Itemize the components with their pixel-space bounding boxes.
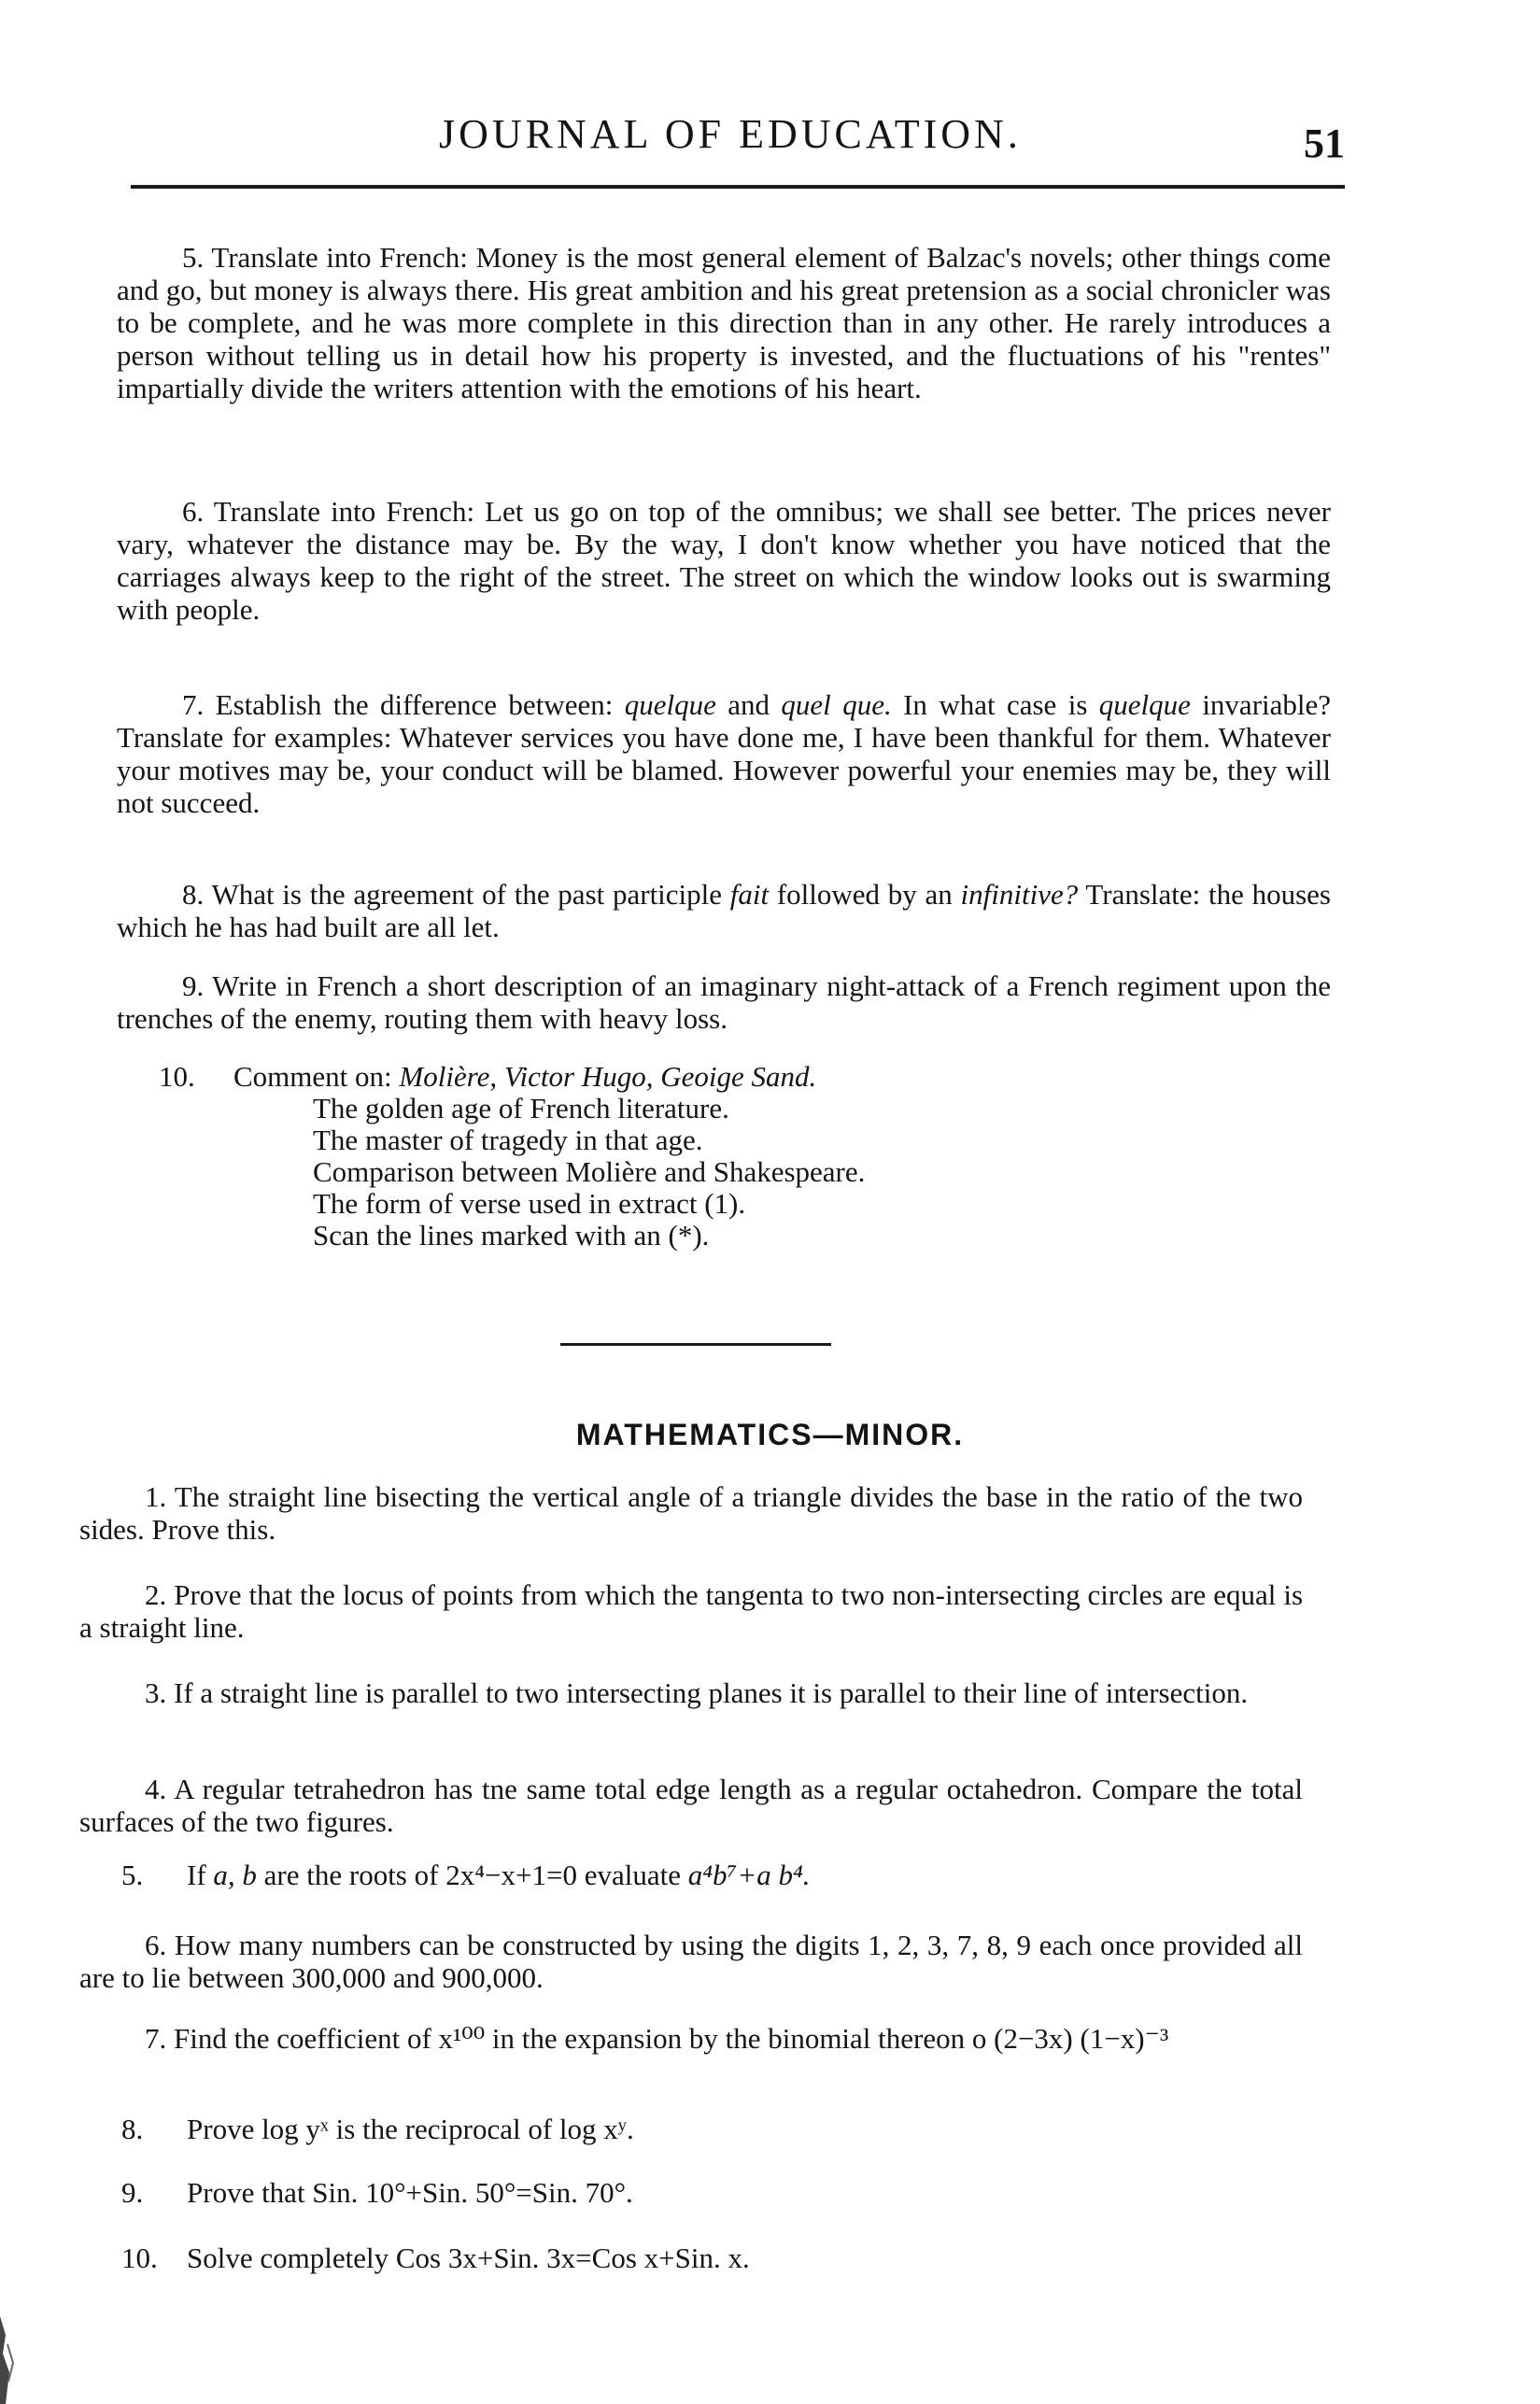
question-text: Find the coefficient of x¹⁰⁰ in the expansion by the binomial thereon o (2−3x) (1−x)⁻³	[174, 2022, 1169, 2055]
question-number: 6.	[182, 495, 205, 528]
question-number: 9.	[121, 2176, 144, 2209]
question-text: If a straight line is parallel to two intersecting planes it is parallel to their line of intersection.	[174, 1676, 1249, 1709]
section-title: MATHEMATICS—MINOR.	[575, 1418, 965, 1451]
question-number: 1.	[145, 1480, 167, 1513]
question-text: Translate into French: Let us go on top of the omnibus; we shall see better. The prices never vary, whatever the distance may be. By the way, I don't know whether you have noticed that the carriages always keep to the right of the street. The street on which the window looks out is swarming with people.	[117, 495, 1331, 626]
comment-topics	[313, 1093, 865, 1251]
expression: a⁴b⁷+a b⁴.	[687, 1859, 811, 1891]
question-number: 8.	[121, 2113, 144, 2145]
topic-line: The golden age of French literature.	[313, 1092, 729, 1124]
comment-lead	[159, 1060, 865, 1093]
question-text-mid: are the roots of 2x⁴−x+1=0 evaluate	[256, 1859, 688, 1891]
math-question-8	[121, 2113, 634, 2145]
question-number: 5.	[182, 241, 205, 274]
question-text: Prove that Sin. 10°+Sin. 50°=Sin. 70°.	[187, 2176, 633, 2209]
topic-line: The form of verse used in extract (1).	[313, 1187, 746, 1220]
question-text: How many numbers can be constructed by using the digits 1, 2, 3, 7, 8, 9 each once provided all are to lie between 300,000 and 900,000.	[79, 1929, 1303, 1994]
question-number: 2.	[145, 1578, 167, 1611]
header-rule	[131, 185, 1345, 189]
question-text-end: invariable? Translate for examples: Whatever services you have done me, I have been thankful for them. Whatever your motives may be, your conduct will be blamed. However powerful your enemies may be, they will not succeed.	[117, 688, 1332, 819]
math-question-5	[121, 1859, 810, 1891]
question-text-mid: and	[715, 688, 782, 721]
question-number: 7.	[182, 688, 205, 721]
question-text: The straight line bisecting the vertical angle of a triangle divides the base in the ratio of the two sides. Prove this.	[79, 1480, 1303, 1546]
running-title: JOURNAL OF EDUCATION.	[439, 111, 1022, 157]
term-infinitive: infinitive?	[960, 878, 1079, 911]
french-question-10	[159, 1060, 865, 1251]
french-question-9	[117, 969, 1331, 1035]
question-number: 5.	[121, 1859, 144, 1891]
math-question-9	[121, 2176, 633, 2209]
term-quelque-2: quelque	[1098, 688, 1191, 721]
page-number: 51	[1304, 120, 1345, 166]
page-header	[131, 110, 1345, 176]
question-text-post: In what case is	[891, 688, 1099, 721]
topic-line: The master of tragedy in that age.	[313, 1124, 703, 1156]
question-number: 7.	[145, 2022, 167, 2055]
question-number: 3.	[145, 1676, 167, 1709]
comment-label: Comment on:	[233, 1060, 400, 1093]
question-number: 10.	[159, 1060, 195, 1093]
french-question-7	[117, 688, 1331, 819]
comment-authors: Molière, Victor Hugo, Geoige Sand.	[399, 1060, 817, 1093]
math-question-3	[79, 1676, 1303, 1709]
term-quelque: quelque	[624, 688, 716, 721]
math-question-4	[79, 1773, 1303, 1838]
question-text: Write in French a short description of an imaginary night-attack of a French regiment upon the trenches of the enemy, routing them with heavy loss.	[117, 969, 1331, 1035]
section-divider	[560, 1343, 831, 1346]
math-question-2	[79, 1578, 1303, 1644]
question-text: Translate into French: Money is the most general element of Balzac's novels; other things come and go, but money is always there. His great ambition and his great pretension as a social chronicler was to be complete, and he was more complete in this direction than in any other. He rarely introduces a person without telling us in detail how his property is invested, and the fluctuations of his "rentes" impartially divide the writers attention with the emotions of his heart.	[117, 241, 1331, 404]
topic-line: Scan the lines marked with an (*).	[313, 1219, 710, 1251]
question-text-pre: What is the agreement of the past participle	[211, 878, 730, 911]
question-text-pre: If	[187, 1859, 214, 1891]
french-question-6	[117, 495, 1331, 626]
topic-line: Comparison between Molière and Shakespeare.	[313, 1155, 866, 1188]
question-text-end: Translate: the houses which he has had built are all let.	[117, 878, 1331, 943]
question-number: 4.	[145, 1773, 167, 1805]
question-text-pre: Establish the difference between:	[215, 688, 625, 721]
question-text: Solve completely Cos 3x+Sin. 3x=Cos x+Sin. x.	[187, 2241, 750, 2274]
question-text-mid: followed by an	[769, 878, 961, 911]
scan-artifact	[0, 2307, 37, 2404]
question-text: A regular tetrahedron has tne same total edge length as a regular octahedron. Compare the total surfaces of the two figures.	[79, 1773, 1303, 1838]
french-question-5	[117, 241, 1331, 404]
math-question-6	[79, 1929, 1303, 1994]
question-text: Prove log yˣ is the reciprocal of log xʸ.	[187, 2113, 634, 2145]
math-question-10	[121, 2241, 750, 2274]
term-quel-que: quel que.	[781, 688, 892, 721]
question-number: 9.	[182, 969, 205, 1002]
question-text: Prove that the locus of points from which the tangenta to two non-intersecting circles are equal is a straight line.	[79, 1578, 1304, 1644]
term-fait: fait	[729, 878, 770, 911]
math-question-1	[79, 1480, 1303, 1546]
french-question-8	[117, 878, 1331, 943]
question-number: 10.	[121, 2241, 158, 2274]
question-number: 6.	[145, 1929, 167, 1961]
math-question-7	[79, 2022, 1303, 2055]
question-number: 8.	[182, 878, 205, 911]
root-variables: a, b	[213, 1859, 257, 1891]
